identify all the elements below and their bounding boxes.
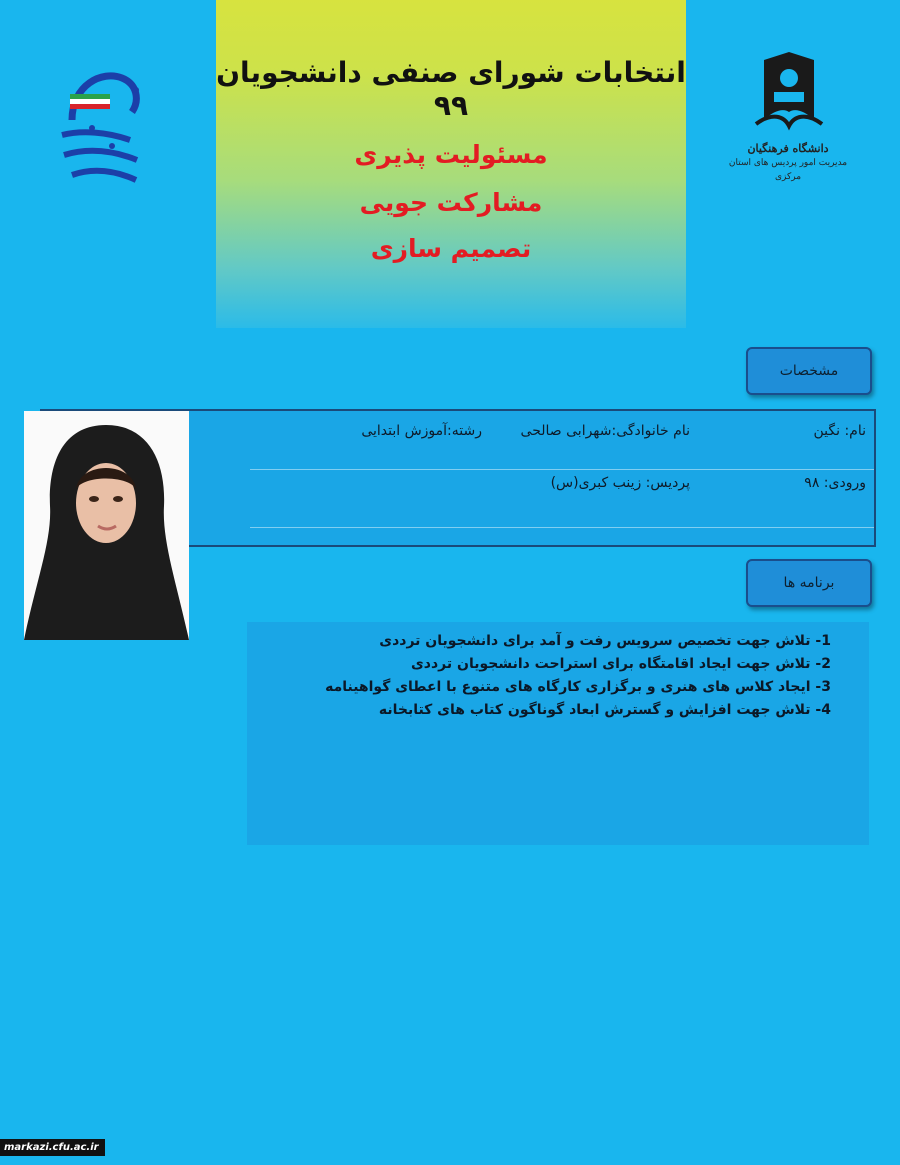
program-item: 1- تلاش جهت تخصیص سرویس رفت و آمد برای دانشجویان ترددی (379, 633, 831, 649)
election-title: انتخابات شورای صنفی دانشجویان ۹۹ (216, 56, 686, 122)
slogan-participation: مشارکت جویی (359, 188, 543, 217)
candidate-photo (24, 411, 189, 640)
header-banner (216, 0, 686, 328)
divider (250, 469, 874, 470)
university-subtitle: مدیریت امور پردیس های استان مرکزی (728, 158, 848, 182)
program-item: 4- تلاش جهت افزایش و گسترش ابعاد گوناگون کتاب های کتابخانه (378, 702, 831, 718)
entry-year: ورودی: ۹۸ (804, 475, 866, 491)
programs-list (325, 630, 831, 722)
slogan-responsibility: مسئولیت پذیری (354, 140, 548, 169)
slogan-decision: تصمیم سازی (370, 234, 532, 263)
first-name: نام: نگین (813, 423, 866, 439)
family-name: نام خانوادگی:شهرابی صالحی (520, 423, 690, 439)
programs-box (247, 622, 869, 845)
divider (250, 527, 874, 528)
student-council-logo (52, 60, 152, 190)
programs-section-button[interactable]: برنامه ها (746, 559, 872, 607)
profile-section-button[interactable]: مشخصات (746, 347, 872, 395)
university-name: دانشگاه فرهنگیان (747, 142, 829, 155)
program-item: 3- ایجاد کلاس های هنری و برگزاری کارگاه های متنوع با اعطای گواهینامه (325, 679, 831, 695)
website-watermark: markazi.cfu.ac.ir (0, 1139, 105, 1156)
major: رشته:آموزش ابتدایی (361, 423, 482, 439)
campus: پردیس: زینب کبری(س) (550, 475, 690, 491)
program-item: 2- تلاش جهت ایجاد اقامتگاه برای استراحت دانشجویان ترددی (410, 656, 831, 672)
university-caption (718, 142, 858, 184)
